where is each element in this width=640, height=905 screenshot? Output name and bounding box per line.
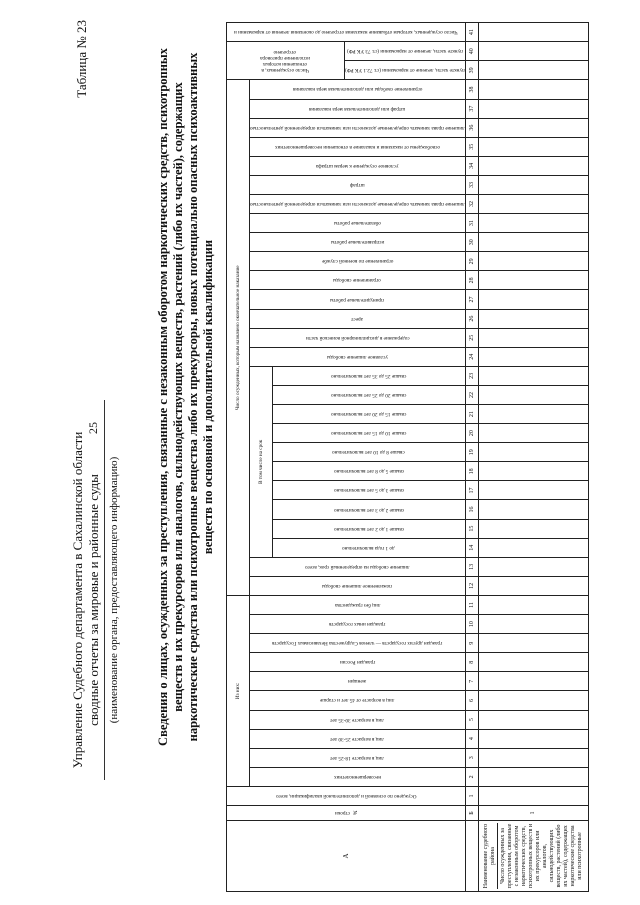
column-number-15: 15	[465, 519, 478, 538]
column-number-39: 39	[465, 61, 478, 80]
header-column-22: свыше 20 до 25 лет включительно	[272, 385, 465, 404]
table-cell	[478, 672, 588, 691]
table-cell	[478, 595, 588, 614]
header-column-29: ограничение по военной службе	[250, 252, 466, 271]
table-cell	[478, 557, 588, 576]
table-cell	[478, 424, 588, 443]
table-label: Таблица № 23	[74, 20, 89, 98]
table-cell	[478, 786, 588, 805]
statistics-table	[226, 22, 616, 892]
header-column-39: пункте части, лечение от наркомании (ст. 72.1 УК РФ)	[344, 61, 465, 80]
header-column-8: граждан России	[250, 653, 466, 672]
header-punishment: Число осужденных, которым назначено окончательное наказание	[227, 80, 250, 596]
header-column-24: условное лишение свободы	[250, 347, 466, 366]
table-cell	[478, 729, 588, 748]
table-cell	[478, 80, 588, 99]
table-cell	[478, 710, 588, 729]
table-cell	[478, 175, 588, 194]
header-column-2: несовершеннолетних	[250, 767, 466, 786]
name-court-label: Наименование судебного района	[482, 823, 496, 889]
header-column-19: свыше 8 до 10 лет включительно	[272, 443, 465, 462]
header-column-12: пожизненное лишение свободы	[250, 576, 466, 595]
header-letter-a	[465, 821, 478, 892]
header-column-30: исправительные работы	[250, 233, 466, 252]
column-number-1: 1	[465, 786, 478, 805]
table-cell	[478, 748, 588, 767]
table-cell	[478, 347, 588, 366]
table-cell	[478, 691, 588, 710]
column-number-24: 24	[465, 347, 478, 366]
column-number-31: 31	[465, 214, 478, 233]
header-column-37: штраф или дополнительная мера наказания	[250, 99, 466, 118]
column-number-13: 13	[465, 557, 478, 576]
column-number-12: 12	[465, 576, 478, 595]
header-column-26: арест	[250, 309, 466, 328]
column-number-8: 8	[465, 653, 478, 672]
column-number-25: 25	[465, 328, 478, 347]
header-column-25: содержание в дисциплинарной воинской части	[250, 328, 466, 347]
column-number-30: 30	[465, 233, 478, 252]
header-column-9: граждан других государств — членов Содружества Независимых Государств	[250, 634, 466, 653]
department-name: Управление Судебного департамента в Сахалинской области	[70, 431, 85, 769]
header-including-term: В том числе на срок	[250, 366, 273, 557]
column-number-6: 6	[465, 691, 478, 710]
column-number-9: 9	[465, 634, 478, 653]
header-column-32: лишение права занимать определенные должности или заниматься определенной деятельностью	[250, 195, 466, 214]
table-cell	[478, 118, 588, 137]
header-column-18: свыше 5 до 8 лет включительно	[272, 462, 465, 481]
header-col-41: Число осужденных, которым отбывание наказания отсрочено до окончания лечения от наркомании и	[227, 23, 466, 42]
header-total: Осуждено по основной и дополнительной квалификации, всего	[227, 786, 466, 805]
table-cell	[478, 462, 588, 481]
table-cell	[478, 252, 588, 271]
page-number: 25	[86, 422, 100, 434]
header-column-31: обязательные работы	[250, 214, 466, 233]
table-cell	[478, 767, 588, 786]
table-cell	[478, 42, 588, 61]
column-number-21: 21	[465, 405, 478, 424]
table-cell	[478, 443, 588, 462]
table-cell	[478, 538, 588, 557]
table-cell	[478, 99, 588, 118]
table-cell	[478, 481, 588, 500]
header-of-them: Из них:	[227, 595, 250, 786]
department-note: (наименование органа, предоставляющего информацию)	[108, 456, 120, 724]
table-cell	[478, 61, 588, 80]
column-number-16: 16	[465, 500, 478, 519]
header-column-10: граждан иных государств	[250, 615, 466, 634]
header-column-17: свыше 3 до 5 лет включительно	[272, 481, 465, 500]
table-cell	[478, 366, 588, 385]
department-subtitle: сводные отчеты за мировые и районные суды	[86, 474, 101, 726]
column-number-36: 36	[465, 118, 478, 137]
table-cell	[478, 405, 588, 424]
header-column-5: лиц в возрасте 30-35 лет	[250, 710, 466, 729]
header-column-27: принудительные работы	[250, 290, 466, 309]
column-number-18: 18	[465, 462, 478, 481]
column-number-17: 17	[465, 481, 478, 500]
column-number-27: 27	[465, 290, 478, 309]
header-column-23: свыше 25 до 35 лет включительно	[272, 366, 465, 385]
header-column-36: лишение права занимать определенные должности или заниматься определенной деятельностью	[250, 118, 466, 137]
header-letter-b: Б	[465, 806, 478, 821]
header-column-4: лиц в возрасте 25-30 лет	[250, 729, 466, 748]
column-number-40: 40	[465, 42, 478, 61]
header-column-11: лиц без гражданства	[250, 595, 466, 614]
column-number-22: 22	[465, 385, 478, 404]
table-cell	[478, 519, 588, 538]
data-table	[226, 22, 589, 892]
row-name	[478, 821, 588, 892]
table-cell	[478, 653, 588, 672]
document-header	[0, 0, 230, 905]
column-number-11: 11	[465, 595, 478, 614]
header-column-28: ограничение свободы	[250, 271, 466, 290]
header-column-20: свыше 10 до 15 лет включительно	[272, 424, 465, 443]
header-column-40: пункте части, лечение от наркомании (ст. 73 УК РФ)	[344, 42, 465, 61]
column-number-33: 33	[465, 175, 478, 194]
table-cell	[478, 328, 588, 347]
header-line-no: № строки	[227, 806, 466, 821]
header-column-3: лиц в возрасте 18-25 лет	[250, 748, 466, 767]
table-row	[478, 23, 588, 892]
table-cell	[478, 615, 588, 634]
column-number-14: 14	[465, 538, 478, 557]
column-number-32: 32	[465, 195, 478, 214]
table-cell	[478, 137, 588, 156]
header-column-13: лишение свободы на определенный срок, всего	[250, 557, 466, 576]
header-column-14: до 1 года включительно	[272, 538, 465, 557]
table-cell	[478, 233, 588, 252]
document-title: Сведения о лицах, осужденных за преступления, связанные с незаконным оборотом наркотических средств, психотропных веществ и их прекурсоров или аналогов, сильнодействующих веществ, растений (либо их частей), содержащих наркотические средства или психотропные вещества либо их прекурсоры, новых потенциально опасных психоактивных веществ по основной и дополнительной квалификации	[156, 48, 215, 746]
column-number-4: 4	[465, 729, 478, 748]
header-column-21: свыше 15 до 20 лет включительно	[272, 405, 465, 424]
column-number-20: 20	[465, 424, 478, 443]
header-column-7: женщин	[250, 672, 466, 691]
table-cell	[478, 23, 588, 42]
column-number-5: 5	[465, 710, 478, 729]
column-number-29: 29	[465, 252, 478, 271]
column-number-41: 41	[465, 23, 478, 42]
row-description: Число осужденных за преступления, связанные с незаконным оборотом наркотических средств, психотропных веществ и их прекурсоров или аналогов, сильнодействующих веществ, растений (либо их частей), содержащих наркотические средства или психотропные	[499, 823, 583, 889]
column-number-38: 38	[465, 80, 478, 99]
header-column-15: свыше 1 до 2 лет включительно	[272, 519, 465, 538]
column-number-2: 2	[465, 767, 478, 786]
table-cell	[478, 385, 588, 404]
column-number-19: 19	[465, 443, 478, 462]
header-column-35: освобождены от наказания и наказание в отношении несовершеннолетних	[250, 137, 466, 156]
column-number-34: 34	[465, 156, 478, 175]
table-cell	[478, 214, 588, 233]
column-number-35: 35	[465, 137, 478, 156]
column-number-28: 28	[465, 271, 478, 290]
header-column-6: лиц в возрасте от 45 лет и старше	[250, 691, 466, 710]
header-column-38: ограничение свободы или дополнительная мера наказания	[250, 80, 466, 99]
column-number-23: 23	[465, 366, 478, 385]
column-number-3: 3	[465, 748, 478, 767]
table-cell	[478, 195, 588, 214]
table-cell	[478, 271, 588, 290]
column-number-37: 37	[465, 99, 478, 118]
header-col-a: А	[227, 821, 466, 892]
underline-divider	[104, 400, 105, 780]
table-cell	[478, 309, 588, 328]
table-cell	[478, 500, 588, 519]
table-cell	[478, 290, 588, 309]
row-line-number: 1	[478, 806, 588, 821]
column-number-10: 10	[465, 615, 478, 634]
column-number-26: 26	[465, 309, 478, 328]
table-cell	[478, 576, 588, 595]
header-column-34: условное осуждение к мерам штрафа	[250, 156, 466, 175]
header-column-16: свыше 2 до 3 лет включительно	[272, 500, 465, 519]
header-deferred: Число осужденных, в отношении которых исполнение приговора отсрочено	[227, 42, 345, 80]
table-cell	[478, 634, 588, 653]
column-number-7: 7	[465, 672, 478, 691]
header-column-33: штраф	[250, 175, 466, 194]
table-cell	[478, 156, 588, 175]
